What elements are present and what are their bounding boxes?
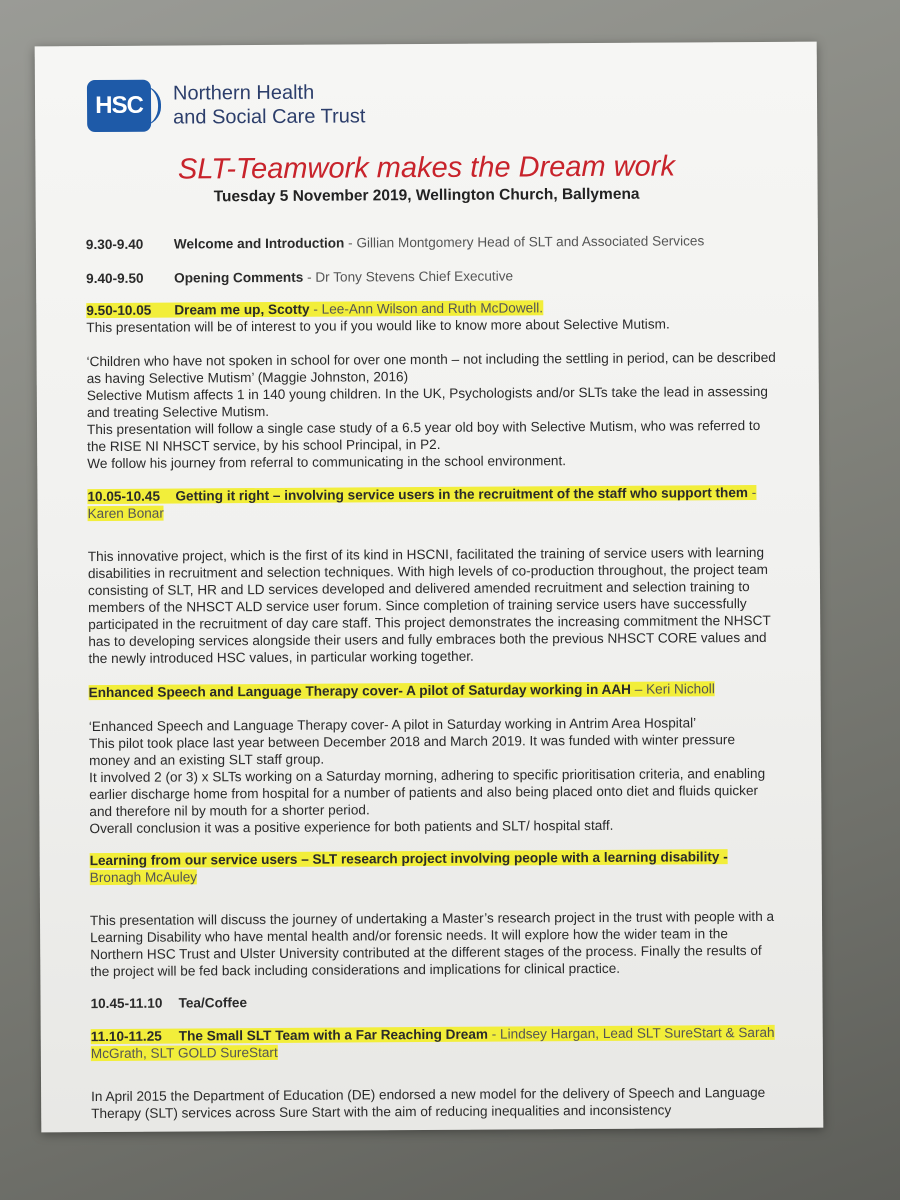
item-speaker: Bronagh McAuley (89, 869, 198, 886)
item-session: Enhanced Speech and Language Therapy cover- A pilot of Saturday working in AAH (88, 681, 632, 701)
item-time: 9.30-9.40 (85, 236, 144, 253)
item-session: Tea/Coffee (178, 995, 248, 1011)
item-paragraph: In April 2015 the Department of Education (DE) endorsed a new model for the delivery of Speech and Language Therapy (SLT) services across Sure Start with the aim of reducing inequalities and inconsistency (91, 1084, 766, 1122)
item-paragraph: ‘Children who have not spoken in school for over one month – not including the settling in period, can be described as having Selective Mutism’ (Maggie Johnston, 2016) (86, 349, 776, 387)
document-page (35, 42, 824, 1133)
item-paragraph: Selective Mutism affects 1 in 140 young children. In the UK, Psychologists and/or SLTs take the lead in assessing and treating Selective Mutism. (86, 383, 768, 421)
trust-logo (87, 78, 366, 132)
item-speaker: - Karen Bonar (87, 484, 757, 522)
item-time: 9.50-10.05 (86, 302, 152, 319)
event-subtitle: Tuesday 5 November 2019, Wellington Church, Ballymena (213, 185, 640, 206)
item-speaker: - Lee-Ann Wilson and Ruth McDowell. (309, 300, 544, 317)
item-time: 11.10-11.25 (90, 1028, 162, 1045)
item-time: 10.45-11.10 (90, 995, 163, 1012)
item-speaker: - Lindsey Hargan, Lead SLT SureStart & Sarah McGrath, SLT GOLD SureStart (90, 1024, 775, 1062)
item-paragraph: This pilot took place last year between December 2018 and March 2019. It was funded with winter pressure money and an existing SLT staff group. (88, 732, 736, 769)
item-speaker: - Gillian Montgomery Head of SLT and Associated Services (344, 233, 705, 251)
item-session: Welcome and Introduction (173, 235, 345, 252)
item-session: Dream me up, Scotty (174, 301, 310, 318)
agenda-item-research-project (90, 848, 781, 980)
item-paragraph: Overall conclusion it was a positive experience for both patients and SLT/ hospital staff. (89, 817, 614, 837)
item-paragraph: It involved 2 (or 3) x SLTs working on a Saturday morning, adhering to specific prioritisation criteria, and enabling earlier discharge home from hospital for a number of patients and also being placed onto diet and fluids quicker and therefore nil by mouth for a shorter period. (89, 765, 766, 820)
item-paragraph: This innovative project, which is the first of its kind in HSCNI, facilitated the training of service users with learning disabilities in recruitment and selection techniques. With high levels of co-production throughout, the project team consisting of SLT, HR and LD services developed and delivered amended recruitment and selection training to members of the NHSCT ALD service user forum. Since completion of training service users have successfully participated in the recruitment of day care staff. This project demonstrates the increasing commitment the NHSCT has to developing services alongside their users and fully embraces both the previous NHSCT CORE values and the newly introduced HSC values, in particular working together. (87, 544, 771, 667)
item-heading-highlight (87, 485, 756, 521)
agenda-item-saturday-pilot (89, 680, 780, 837)
item-session: Learning from our service users – SLT research project involving people with a learning disability - (89, 849, 728, 869)
item-session: Getting it right – involving service users in the recruitment of the staff who support them (175, 485, 749, 504)
agenda-item-selective-mutism (86, 298, 777, 472)
item-session: The Small SLT Team with a Far Reaching Dream (178, 1026, 488, 1044)
logo-arc (142, 86, 161, 126)
hsc-logo-badge (87, 80, 151, 132)
agenda-item-surestart (91, 1024, 782, 1122)
agenda-item-recruitment (87, 484, 778, 667)
organisation-name (173, 80, 366, 129)
item-paragraph: This presentation will be of interest to you if you would like to know more about Selective Mutism. (86, 316, 670, 336)
item-heading-highlight (90, 849, 728, 885)
item-paragraph: ‘Enhanced Speech and Language Therapy cover- A pilot in Saturday working in Antrim Area Hospital’ (88, 715, 697, 735)
org-name-line1: Northern Health (172, 81, 315, 105)
item-paragraph: We follow his journey from referral to communicating in the school environment. (87, 453, 567, 472)
item-session: Opening Comments (174, 269, 304, 286)
item-heading-highlight (86, 300, 543, 318)
item-time: 9.40-9.50 (86, 270, 144, 287)
item-paragraph: This presentation will follow a single case study of a 6.5 year old boy with Selective Mutism, who was referred to the RISE NI NHSCT service, by his school Principal, in P2. (86, 417, 761, 455)
org-name-line2: and Social Care Trust (173, 105, 366, 129)
event-title: SLT-Teamwork makes the Dream work (177, 150, 676, 186)
item-heading-highlight (89, 681, 715, 700)
item-heading-highlight (91, 1025, 775, 1061)
item-speaker: – Keri Nicholl (630, 681, 715, 697)
hsc-logo-text: HSC (95, 91, 143, 120)
item-time: 10.05-10.45 (87, 488, 161, 505)
agenda (86, 232, 781, 1122)
item-speaker: - Dr Tony Stevens Chief Executive (303, 268, 514, 285)
item-paragraph: This presentation will discuss the journey of undertaking a Master’s research project in the trust with people with a Learning Disability who have mental health and/or forensic needs. It will explore how the wider team in the Northern HSC Trust and Ulster University contributed at the different stages of the process. Finally the results of the project will be fed back including considerations and implications for clinical practice. (89, 908, 775, 980)
